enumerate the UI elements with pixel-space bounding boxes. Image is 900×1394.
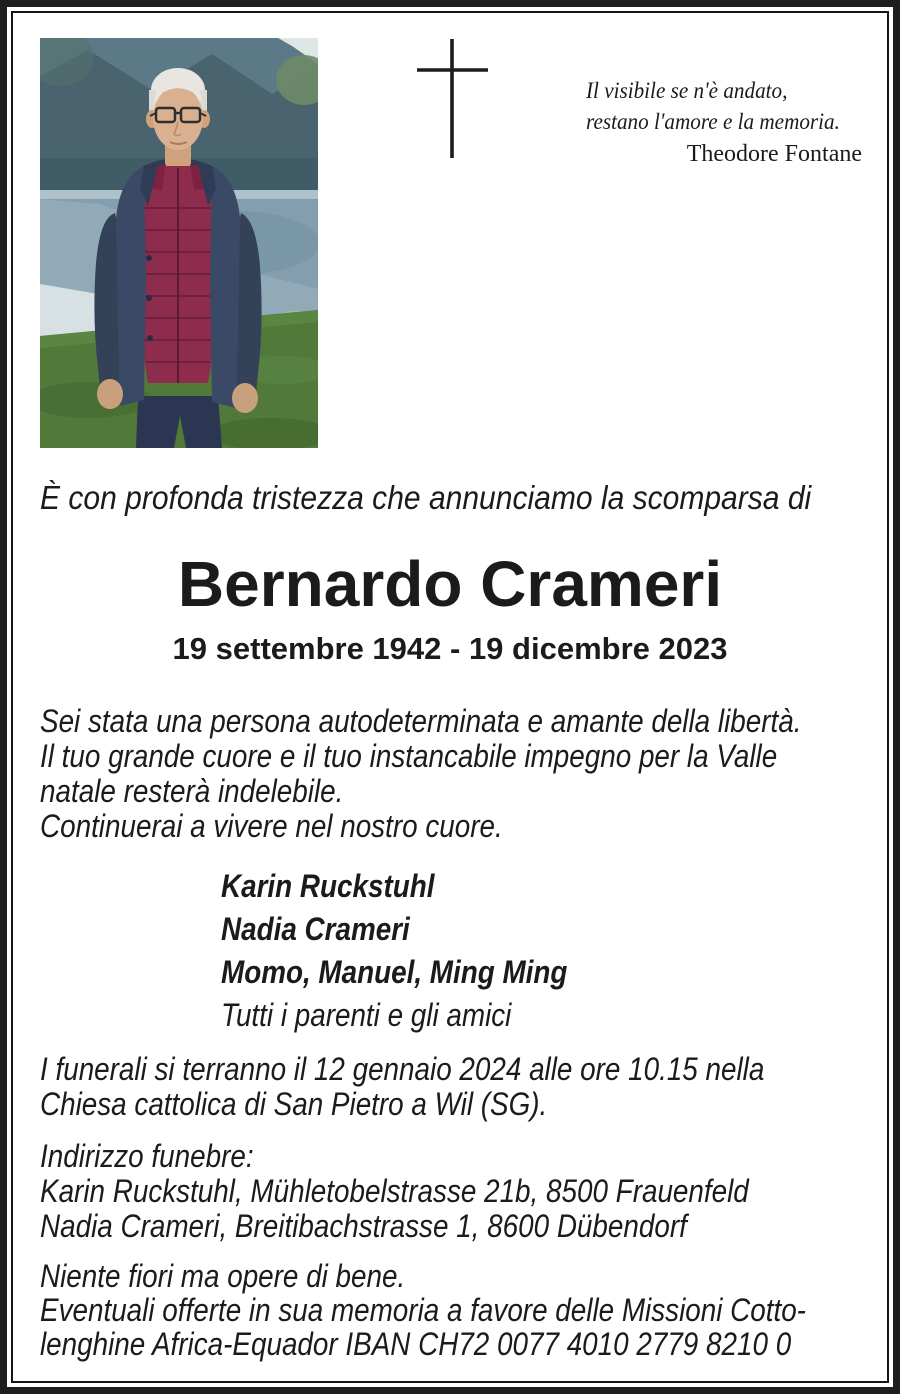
deceased-dates: 19 settembre 1942 - 19 dicembre 2023 — [172, 631, 728, 666]
funeral-line: Chiesa cattolica di San Pietro a Wil (SG). — [40, 1086, 548, 1122]
tribute-line: natale resterà indelebile. — [40, 773, 344, 809]
family-member: Momo, Manuel, Ming Ming — [221, 954, 568, 990]
cross-icon — [407, 31, 497, 167]
family-list — [221, 865, 619, 1037]
address-heading: Indirizzo funebre: — [40, 1138, 254, 1174]
portrait-photo — [40, 38, 318, 448]
address-line: Nadia Crameri, Breitibachstrasse 1, 8600 Dübendorf — [40, 1208, 687, 1244]
tribute-line: Continuerai a vivere nel nostro cuore. — [40, 808, 503, 844]
quote-line: Il visibile se n'è andato, — [586, 78, 788, 103]
family-member: Nadia Crameri — [221, 911, 410, 947]
quote-attribution: Theodore Fontane — [686, 141, 862, 167]
donations-line: lenghine Africa-Equador IBAN CH72 0077 4010 2779 8210 0 — [40, 1326, 792, 1362]
address-line: Karin Ruckstuhl, Mühletobelstrasse 21b, 8500 Frauenfeld — [40, 1173, 749, 1209]
quote-line: restano l'amore e la memoria. — [586, 109, 840, 134]
donations-line: Eventuali offerte in sua memoria a favore delle Missioni Cotto- — [40, 1292, 806, 1328]
obituary-page — [7, 7, 893, 1387]
funeral-address — [40, 1139, 855, 1244]
funeral-line: I funerali si terranno il 12 gennaio 2024 alle ore 10.15 nella — [40, 1051, 765, 1087]
tribute-line: Sei stata una persona autodeterminata e amante della libertà. — [40, 703, 802, 739]
tribute-paragraph — [40, 704, 900, 844]
donations-line: Niente fiori ma opere di bene. — [40, 1258, 406, 1294]
announcement-line: È con profonda tristezza che annunciamo la scomparsa di — [40, 479, 812, 516]
tribute-line: Il tuo grande cuore e il tuo instancabile impegno per la Valle — [40, 738, 778, 774]
family-member: Karin Ruckstuhl — [221, 868, 435, 904]
memorial-quote — [586, 75, 862, 170]
family-closing: Tutti i parenti e gli amici — [221, 997, 512, 1033]
deceased-name: Bernardo Crameri — [177, 548, 723, 620]
funeral-info — [40, 1052, 873, 1122]
donations-note — [40, 1259, 900, 1361]
portrait-photo-image — [40, 38, 318, 448]
announcement-text — [40, 480, 887, 515]
